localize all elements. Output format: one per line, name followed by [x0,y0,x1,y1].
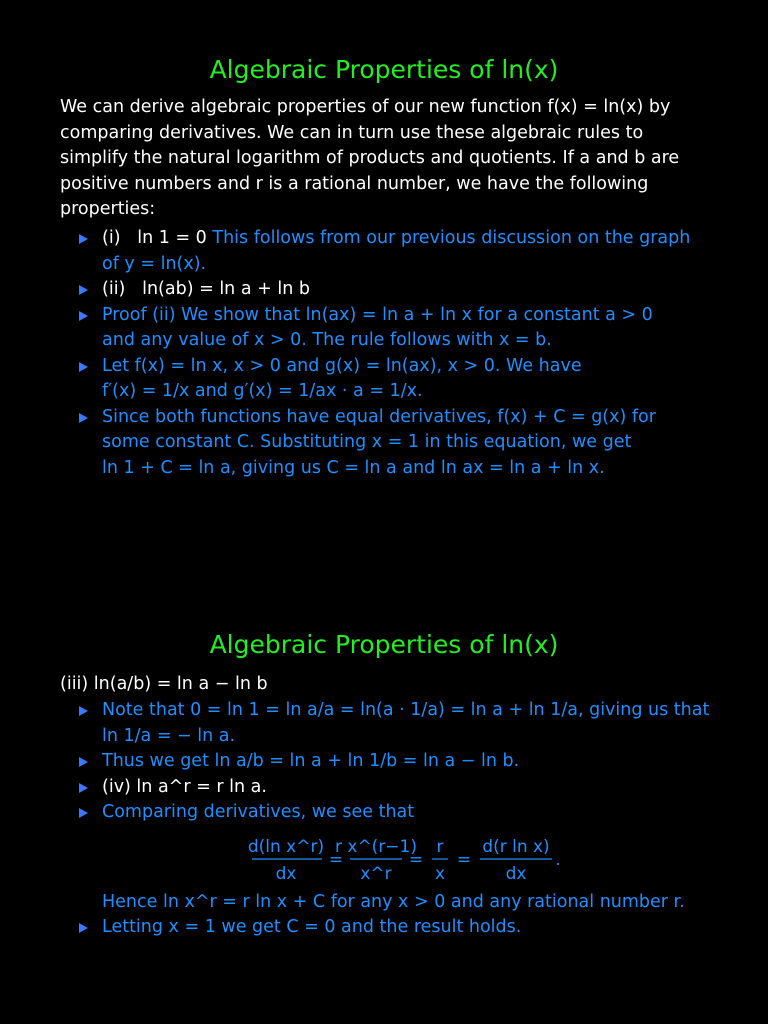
triangle-bullet-icon [79,311,88,321]
proof-line: and any value of x > 0. The rule follows with x = b. [102,330,552,350]
hence-line: Hence ln x^r = r ln x + C for any x > 0 and any rational number r. [102,891,685,912]
list-item [76,405,716,482]
frac4-denominator: dx [505,864,527,884]
proof-line: f′(x) = 1/x and g′(x) = 1/ax · a = 1/x. [102,381,423,401]
proof-line: Proof (ii) We show that ln(ax) = ln a + ln x for a constant a > 0 [102,304,653,325]
list-item [76,226,716,277]
proof-line: Note that 0 = ln 1 = ln a/a = ln(a · 1/a) = ln a + ln 1/a, giving us that [102,700,710,720]
frac1-denominator: dx [275,864,297,884]
triangle-bullet-icon [79,234,88,244]
property-list [76,226,716,481]
property-iv: (iv) ln a^r = r ln a. [102,776,267,797]
list-item [76,698,716,749]
frac2-numerator: r x^(r−1) [334,837,418,857]
triangle-bullet-icon [79,706,88,716]
period: . [555,850,561,870]
equals-sign: = [456,850,472,870]
slide-2 [0,577,768,1024]
list-item [76,749,716,775]
proof-line: Thus we get ln a/b = ln a + ln 1/b = ln a − ln b. [102,751,520,771]
slide-title: Algebraic Properties of ln(x) [209,630,559,659]
proof-line: Comparing derivatives, we see that [102,802,415,822]
triangle-bullet-icon [79,285,88,295]
frac3-numerator: r [436,837,444,857]
frac1-numerator: d(ln x^r) [247,837,325,857]
triangle-bullet-icon [79,362,88,372]
equals-sign: = [408,850,424,870]
slide-title: Algebraic Properties of ln(x) [209,55,559,84]
proof-line: ln 1 + C = ln a, giving us C = ln a and ln ax = ln a + ln x. [102,457,605,478]
list-item [76,775,716,801]
intro-line: positive numbers and r is a rational number, we have the following [60,173,649,194]
frac2-denominator: x^r [360,864,392,884]
intro-line: We can derive algebraic properties of our new function f(x) = ln(x) by [60,97,671,117]
triangle-bullet-icon [79,757,88,767]
triangle-bullet-icon [79,783,88,793]
frac4-numerator: d(r ln x) [482,837,550,857]
display-equation [0,832,768,892]
property-iii: (iii) ln(a/b) = ln a − ln b [60,674,268,694]
triangle-bullet-icon [79,413,88,423]
intro-line: comparing derivatives. We can in turn use these algebraic rules to [60,122,644,143]
list-item [76,354,716,405]
property-label: (i) [102,228,121,248]
triangle-bullet-icon [79,808,88,818]
property-label: (ii) [102,279,126,299]
equals-sign: = [328,850,344,870]
property-formula: ln(ab) = ln a + ln b [142,279,310,299]
intro-line: simplify the natural logarithm of products and quotients. If a and b are [60,148,680,168]
proof-line: ln 1/a = − ln a. [102,725,236,746]
property-note: This follows from our previous discussion on the graph [212,228,691,248]
list-item [76,915,716,941]
triangle-bullet-icon [79,923,88,933]
property-note-cont: of y = ln(x). [102,253,207,274]
proof-line: some constant C. Substituting x = 1 in this equation, we get [102,432,632,452]
proof-line: Since both functions have equal derivatives, f(x) + C = g(x) for [102,406,656,427]
list-item [76,277,716,303]
property-formula: ln 1 = 0 [137,228,207,248]
property-list [76,698,716,941]
intro-paragraph [60,95,720,223]
list-item [76,303,716,354]
proof-line: Let f(x) = ln x, x > 0 and g(x) = ln(ax), x > 0. We have [102,355,582,376]
frac3-denominator: x [434,864,446,884]
conclusion-line: Letting x = 1 we get C = 0 and the result holds. [102,917,522,937]
intro-line: properties: [60,199,156,219]
